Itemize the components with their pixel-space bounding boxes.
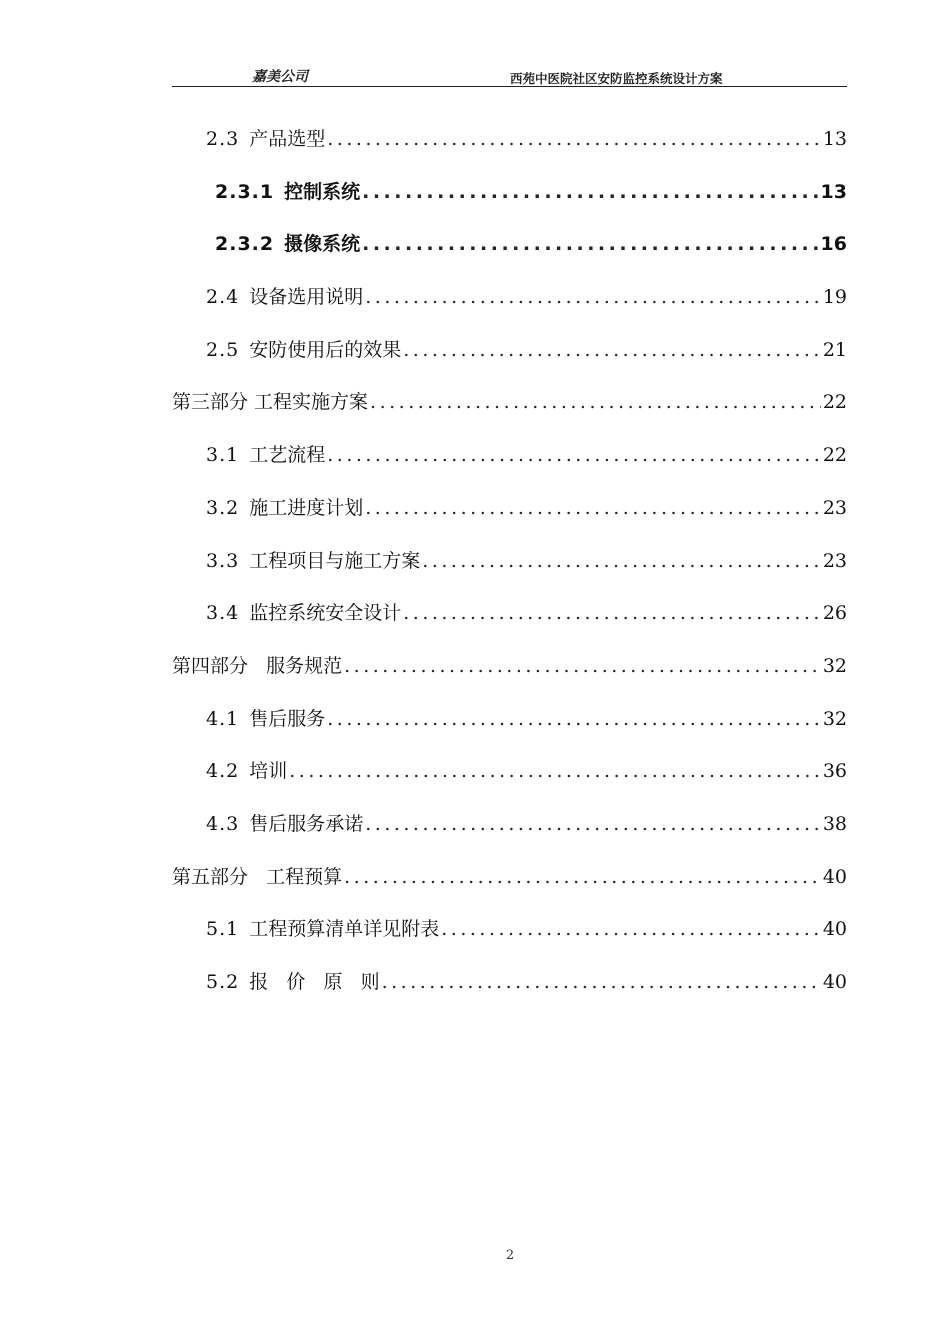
toc-page: 21 [822, 338, 847, 361]
toc-number: 5.2 [206, 971, 240, 993]
toc-leader [362, 181, 818, 203]
toc-page: 40 [822, 865, 847, 888]
toc-leader [327, 128, 821, 150]
toc-title: 产品选型 [249, 128, 326, 150]
toc-entry[interactable] [172, 862, 847, 915]
toc-title: 摄像系统 [284, 233, 361, 256]
toc-leader [327, 444, 821, 466]
toc-page: 32 [822, 654, 847, 677]
toc-entry[interactable] [172, 493, 847, 546]
toc-page: 16 [820, 233, 847, 256]
toc-entry[interactable] [172, 704, 847, 757]
toc-entry[interactable] [172, 335, 847, 388]
toc-entry[interactable] [172, 282, 847, 335]
toc-leader [365, 286, 821, 308]
toc-title: 设备选用说明 [249, 286, 364, 309]
toc-page: 32 [822, 707, 847, 730]
toc-title: 报 价 原 则 [249, 971, 380, 993]
toc-page: 22 [822, 444, 847, 467]
toc-page: 22 [822, 391, 847, 414]
toc-title: 第四部分 服务规范 [172, 654, 343, 677]
toc-leader [362, 233, 818, 255]
toc-leader [422, 550, 821, 572]
toc-page: 23 [822, 496, 847, 519]
toc-page: 26 [822, 602, 847, 625]
toc-page: 13 [820, 180, 847, 203]
toc-title: 工程项目与施工方案 [249, 549, 421, 572]
toc-title: 工艺流程 [249, 444, 326, 467]
toc-number: 3.2 [206, 496, 240, 519]
page-header [172, 64, 847, 87]
toc-title: 安防使用后的效果 [249, 338, 402, 361]
toc-entry[interactable] [172, 967, 847, 1020]
toc-page: 13 [822, 128, 847, 150]
toc-number: 3.4 [206, 602, 240, 625]
toc-number: 3.1 [206, 444, 240, 467]
toc-title: 售后服务 [249, 707, 326, 730]
toc-number: 2.3.1 [215, 180, 275, 203]
toc-leader [365, 813, 821, 835]
toc-page: 40 [822, 918, 847, 941]
toc-number: 3.3 [206, 549, 240, 572]
toc-page: 19 [822, 286, 847, 309]
toc-entry[interactable] [172, 598, 847, 651]
toc-number: 2.3.2 [215, 233, 275, 256]
toc-leader [289, 760, 821, 782]
toc-leader [370, 391, 821, 413]
toc-title: 第三部分 工程实施方案 [172, 391, 369, 414]
toc-title: 控制系统 [284, 180, 361, 203]
toc-page: 38 [822, 812, 847, 835]
toc-page: 23 [822, 549, 847, 572]
toc-leader [344, 655, 821, 677]
toc-entry[interactable] [172, 440, 847, 493]
toc-leader [365, 497, 821, 519]
toc-title: 监控系统安全设计 [249, 602, 402, 625]
toc-title: 售后服务承诺 [249, 812, 364, 835]
toc-leader [403, 602, 821, 624]
toc-entry[interactable] [172, 651, 847, 704]
toc-number: 2.4 [206, 286, 240, 309]
toc-title: 培训 [249, 760, 288, 783]
toc-entry[interactable] [172, 229, 847, 282]
header-company: 嘉美公司 [252, 69, 308, 85]
toc-entry[interactable] [172, 756, 847, 809]
toc-number: 2.3 [206, 128, 240, 150]
toc-number: 4.3 [206, 812, 240, 835]
page-number: 2 [505, 1248, 515, 1263]
toc-leader [382, 971, 821, 993]
toc-entry[interactable] [172, 809, 847, 862]
toc-page: 40 [822, 971, 847, 993]
toc-title: 工程预算清单详见附表 [249, 918, 440, 941]
toc-leader [403, 339, 821, 361]
toc-title: 第五部分 工程预算 [172, 865, 343, 888]
toc-entry[interactable] [172, 177, 847, 230]
toc-number: 2.5 [206, 338, 240, 361]
toc-leader [441, 918, 821, 940]
toc-entry[interactable] [172, 914, 847, 967]
toc-leader [327, 708, 821, 730]
toc-page: 36 [822, 760, 847, 783]
toc-number: 5.1 [206, 918, 240, 941]
toc-number: 4.1 [206, 707, 240, 730]
toc-title: 施工进度计划 [249, 496, 364, 519]
toc-number: 4.2 [206, 760, 240, 783]
toc-entry[interactable] [172, 546, 847, 599]
header-title: 西苑中医院社区安防监控系统设计方案 [510, 71, 723, 86]
table-of-contents [172, 124, 847, 1020]
toc-leader [344, 866, 821, 888]
toc-entry[interactable] [172, 124, 847, 177]
toc-entry[interactable] [172, 387, 847, 440]
